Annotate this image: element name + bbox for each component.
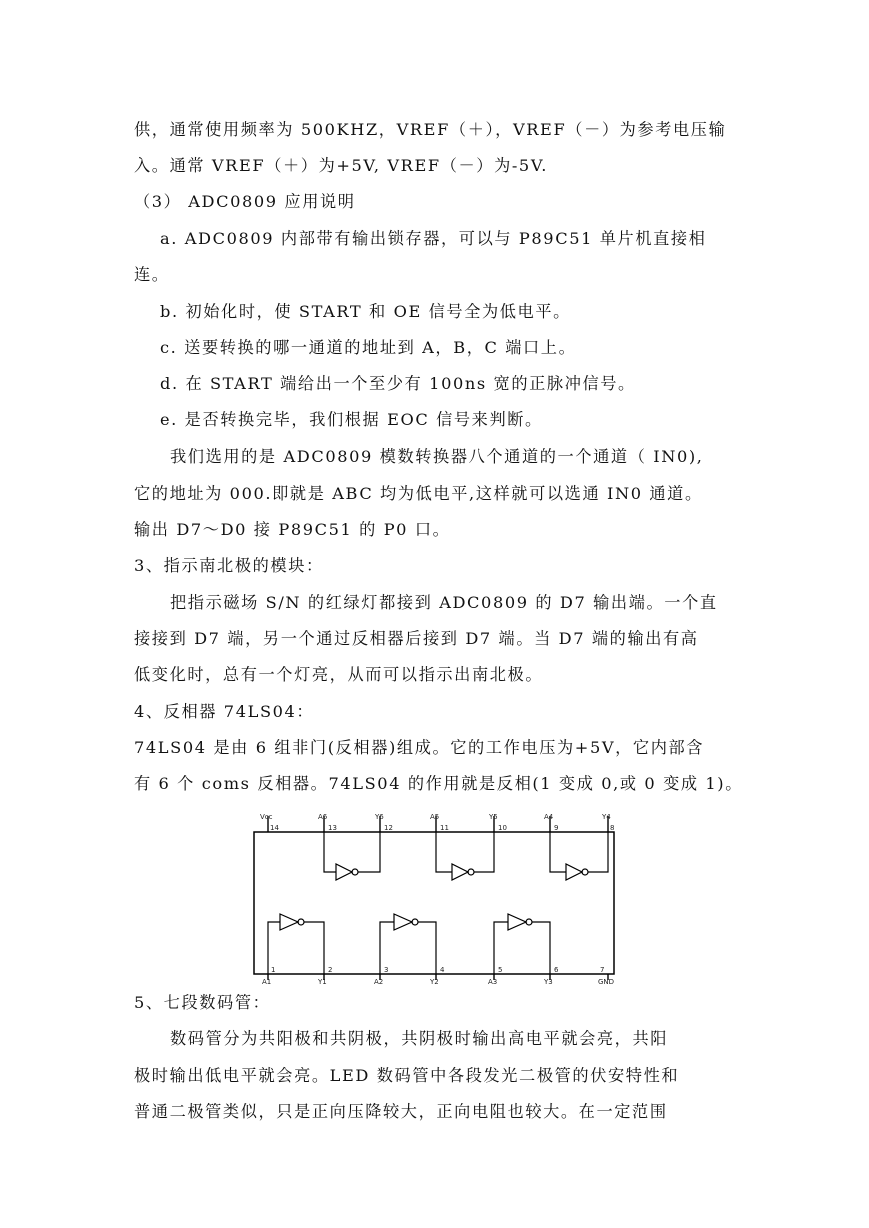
74ls04-pin-diagram xyxy=(248,810,630,986)
inverter-gate-1 xyxy=(268,914,324,974)
paragraph-line: 连。 xyxy=(134,265,170,284)
paragraph-line: 把指示磁场 S/N 的红绿灯都接到 ADC0809 的 D7 输出端。一个直 xyxy=(170,593,718,612)
pin-number: 7 xyxy=(600,966,605,974)
pin-label: Y5 xyxy=(489,813,498,821)
paragraph-line: 我们选用的是 ADC0809 模数转换器八个通道的一个通道（ IN0), xyxy=(170,447,704,466)
paragraph-line: 极时输出低电平就会亮。LED 数码管中各段发光二极管的伏安特性和 xyxy=(134,1066,680,1085)
pin-number: 8 xyxy=(610,824,615,832)
pin-label: Y3 xyxy=(544,978,553,986)
pin-number: 12 xyxy=(384,824,393,832)
paragraph-line: 低变化时，总有一个灯亮，从而可以指示出南北极。 xyxy=(134,665,544,684)
pin-label: Y2 xyxy=(430,978,439,986)
pin-number: 2 xyxy=(328,966,333,974)
pin-number: 5 xyxy=(498,966,503,974)
paragraph-line: 有 6 个 coms 反相器。74LS04 的作用就是反相(1 变成 0,或 0 变成 1)。 xyxy=(134,774,743,793)
paragraph-line: 接接到 D7 端，另一个通过反相器后接到 D7 端。当 D7 端的输出有高 xyxy=(134,629,699,648)
paragraph-line: 普通二极管类似，只是正向压降较大，正向电阻也较大。在一定范围 xyxy=(134,1102,668,1121)
list-item: a. ADC0809 内部带有输出锁存器，可以与 P89C51 单片机直接相 xyxy=(160,229,707,248)
pin-number: 10 xyxy=(498,824,507,832)
pin-label: A1 xyxy=(262,978,272,986)
pin-number: 4 xyxy=(440,966,445,974)
pin-label: A6 xyxy=(318,813,328,821)
paragraph-line: 74LS04 是由 6 组非门(反相器)组成。它的工作电压为+5V，它内部含 xyxy=(134,738,705,757)
inverter-gate-3 xyxy=(494,914,550,974)
pin-label: A3 xyxy=(488,978,498,986)
list-item: e. 是否转换完毕，我们根据 EOC 信号来判断。 xyxy=(160,410,543,429)
pin-label: Vcc xyxy=(260,813,273,821)
section-heading: （3） ADC0809 应用说明 xyxy=(134,192,356,211)
section-heading: 4、反相器 74LS04： xyxy=(134,702,315,721)
pin-number: 13 xyxy=(328,824,337,832)
pin-number: 1 xyxy=(271,966,276,974)
paragraph-line: 输出 D7～D0 接 P89C51 的 P0 口。 xyxy=(134,520,451,539)
inverter-gate-5 xyxy=(436,832,494,880)
list-item: b. 初始化时，使 START 和 OE 信号全为低电平。 xyxy=(160,302,571,321)
section-heading: 3、指示南北极的模块： xyxy=(134,556,324,575)
pin-number: 14 xyxy=(270,824,279,832)
pin-number: 3 xyxy=(384,966,389,974)
pin-number: 9 xyxy=(554,824,559,832)
section-heading: 5、七段数码管： xyxy=(134,993,271,1012)
list-item: d. 在 START 端给出一个至少有 100ns 宽的正脉冲信号。 xyxy=(160,374,636,393)
pin-label: Y1 xyxy=(318,978,327,986)
inverter-gate-4 xyxy=(550,832,608,880)
pin-label: Y6 xyxy=(375,813,384,821)
inverter-gate-2 xyxy=(380,914,436,974)
chip-outline xyxy=(254,832,614,974)
paragraph-line: 它的地址为 000.即就是 ABC 均为低电平,这样就可以选通 IN0 通道。 xyxy=(134,484,703,503)
pin-number: 6 xyxy=(554,966,559,974)
pin-label: A4 xyxy=(544,813,554,821)
pin-label: Y4 xyxy=(602,813,611,821)
list-item: c. 送要转换的哪一通道的地址到 A，B，C 端口上。 xyxy=(160,338,577,357)
inverter-gate-6 xyxy=(324,832,380,880)
paragraph-line: 供，通常使用频率为 500KHZ，VREF（＋），VREF（－）为参考电压输 xyxy=(134,120,727,139)
pin-label: A2 xyxy=(374,978,384,986)
paragraph-line: 入。通常 VREF（＋）为+5V, VREF（－）为-5V. xyxy=(134,156,549,175)
pin-label: A5 xyxy=(430,813,440,821)
pin-number: 11 xyxy=(440,824,449,832)
pin-label: GND xyxy=(598,978,615,986)
paragraph-line: 数码管分为共阳极和共阴极，共阴极时输出高电平就会亮，共阳 xyxy=(170,1029,669,1048)
